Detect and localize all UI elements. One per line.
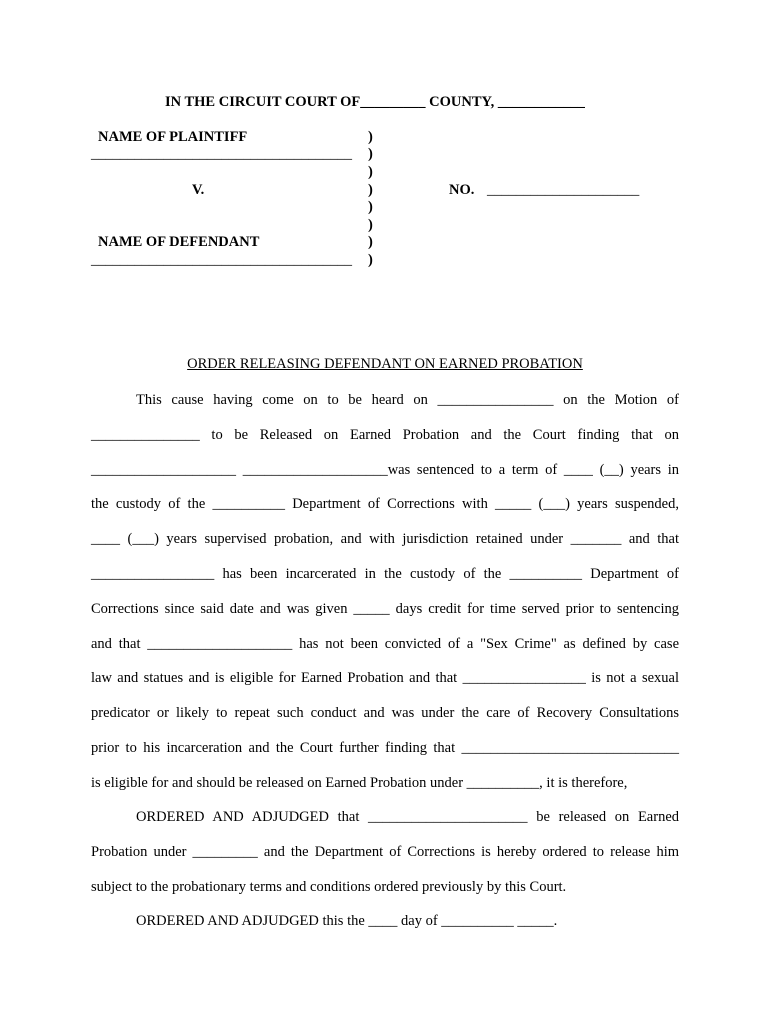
paragraph-line: _________________ has been incarcerated in the custody of the __________ Department of bbox=[91, 565, 679, 582]
paragraph-line: ORDERED AND ADJUDGED that ______________________ be released on Earned bbox=[136, 809, 679, 825]
paragraph-line: is eligible for and should be released on Earned Probation under __________, it is therefore, bbox=[91, 774, 628, 791]
case-number-label: NO. bbox=[449, 182, 475, 198]
caption-paren: ) bbox=[368, 182, 373, 198]
paragraph-line: Probation under _________ and the Department of Corrections is hereby ordered to release him bbox=[91, 843, 679, 860]
caption-paren: ) bbox=[368, 217, 373, 233]
caption-paren: ) bbox=[368, 252, 373, 268]
caption-paren: ) bbox=[368, 129, 373, 145]
plaintiff-signature-line: ____________________________________ bbox=[91, 146, 352, 162]
versus-label: V. bbox=[192, 182, 205, 198]
paragraph-line: ____ (___) years supervised probation, and with jurisdiction retained under _______ and that bbox=[91, 531, 679, 548]
date-paragraph bbox=[91, 904, 679, 939]
paragraph-line: ORDERED AND ADJUDGED this the ____ day of __________ _____. bbox=[136, 913, 558, 929]
caption-paren: ) bbox=[368, 199, 373, 215]
paragraph-line: _______________ to be Released on Earned Probation and the Court finding that on bbox=[91, 426, 679, 443]
caption-paren: ) bbox=[368, 234, 373, 250]
order-title: ORDER RELEASING DEFENDANT ON EARNED PROBATION bbox=[187, 356, 583, 372]
court-heading: IN THE CIRCUIT COURT OF_________ COUNTY, ____________ bbox=[165, 94, 585, 110]
paragraph-line: the custody of the __________ Department of Corrections with _____ (___) years suspended, bbox=[91, 496, 679, 513]
paragraph-line: predicator or likely to repeat such conduct and was under the care of Recovery Consultations bbox=[91, 705, 679, 722]
case-number-line: _____________________ bbox=[487, 182, 640, 198]
plaintiff-label: NAME OF PLAINTIFF bbox=[98, 129, 248, 145]
paragraph-line: Corrections since said date and was given _____ days credit for time served prior to sentencing bbox=[91, 600, 679, 617]
paragraph-line: law and statues and is eligible for Earned Probation and that _________________ is not a sexual bbox=[91, 670, 679, 687]
paragraph-line: ____________________ ____________________was sentenced to a term of ____ (__) years in bbox=[91, 461, 679, 478]
caption-paren: ) bbox=[368, 146, 373, 162]
paragraph-line: and that ____________________ has not been convicted of a "Sex Crime" as defined by case bbox=[91, 635, 679, 652]
paragraph-line: prior to his incarceration and the Court further finding that ______________________________ bbox=[91, 739, 679, 756]
order-body-paragraph bbox=[91, 383, 679, 801]
ordered-paragraph bbox=[91, 800, 679, 904]
defendant-signature-line: ____________________________________ bbox=[91, 252, 352, 268]
paragraph-line: This cause having come on to be heard on ________________ on the Motion of bbox=[136, 392, 679, 408]
caption-paren: ) bbox=[368, 164, 373, 180]
defendant-label: NAME OF DEFENDANT bbox=[98, 234, 260, 250]
paragraph-line: subject to the probationary terms and conditions ordered previously by this Court. bbox=[91, 878, 567, 895]
